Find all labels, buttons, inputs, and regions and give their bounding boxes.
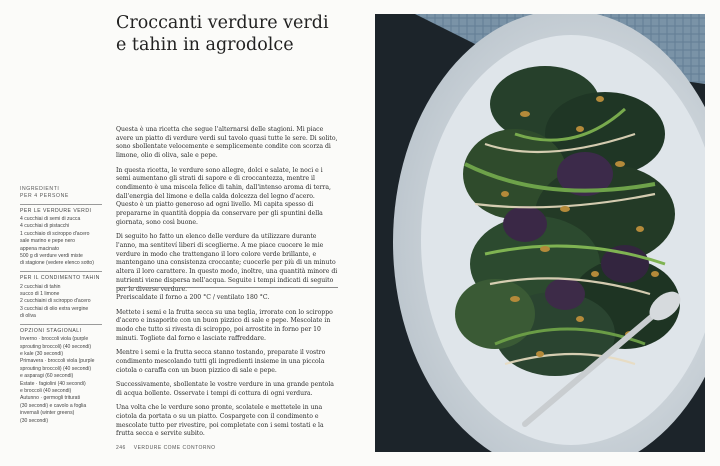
intro-paragraph: In questa ricetta, le verdure sono allegre, dolci e salate, le noci e i semi aumentano gli strati di sapore e di croccantezza, mentre il condimento è una miscela felice di tahin, dall'intenso aroma di terra, dall'energia del limone e della calda dolcezza del legno d'acero. Questo è un piatto generoso ad ogni livello. Mi capita spesso di prepararne in quantità doppia da conservare per gli spuntini della giornata, sono così buone. — [116, 166, 331, 226]
ingredient-section-title: OPZIONI STAGIONALI — [20, 327, 82, 334]
ingredients-heading-line2: PER 4 PERSONE — [20, 192, 69, 199]
recipe-title — [116, 12, 366, 56]
ingredients-sidebar — [20, 186, 102, 425]
section-rule — [20, 324, 102, 325]
ingredient-section-title: PER LE VERDURE VERDI — [20, 207, 92, 214]
intro-paragraph: Di seguito ho fatto un elenco delle verdure da utilizzare durante l'anno, ma sentiteví liberi di sceglierne. A me piace cuocere le mie verdure in modo che trattengano il loro colore verde brillante, e mantengano una consistenza croccante; cuocerle per più di un minuto altera il loro carattere. In questo modo, inoltre, una quantità minore di nutrienti viene dispersa nell'acqua. Seguite i tempi indicati di seguito per le diverse verdure. — [116, 233, 338, 293]
method-step: Una volta che le verdure sono pronte, scolatele e mettetele in una ciotola da portata o su un piatto. Cospargete con il condimento e mescolate tutto per rivestire, poi completate con i semi tostati e la frutta secca e servite subito. — [116, 404, 324, 438]
ingredient-item: (30 secondi) e cavolo a foglia — [20, 402, 87, 409]
ingredient-item: 2 cucchiai di tahin — [20, 283, 61, 290]
ingredient-item: invernali (winter greens) — [20, 410, 75, 417]
ingredient-item: (30 secondi) — [20, 417, 49, 424]
section-name: VERDURE COME CONTORNO — [133, 445, 216, 451]
ingredient-item: di oliva — [20, 313, 36, 320]
page-footer — [116, 445, 222, 451]
ingredient-item: Inverno · broccoli viola (purple — [20, 336, 89, 343]
ingredient-item: 3 cucchiai di olio extra vergine — [20, 305, 89, 312]
ingredient-item: sprouting broccoli) (40 secondi) — [20, 343, 92, 350]
ingredient-item: Autunno · germogli triturati — [20, 395, 81, 402]
section-rule — [20, 271, 102, 272]
ingredient-item: 500 g di verdure verdi miste — [20, 252, 83, 259]
ingredient-item: succo di 1 limone — [20, 290, 60, 297]
dish-photo-illustration — [375, 14, 705, 452]
recipe-title-line2: e tahin in agrodolce — [116, 35, 294, 55]
intro-text — [116, 126, 338, 300]
intro-paragraph: Questa è una ricetta che segue l'alternarsi delle stagioni. Mi piace avere un piatto di verdure verdi sul tavolo quasi tutte le sere. Di solito, sono sbollentate velocemente e semplicemente condite con scorza di limone, olio di oliva, sale e pepe. — [116, 126, 338, 160]
ingredient-item: sprouting broccoli) (40 secondi) — [20, 365, 92, 372]
section-rule — [20, 204, 102, 205]
method-step: Successivamente, sbollentate le vostre verdure in una grande pentola di acqua bollente. Osservate i tempi di cottura di ogni verdura. — [116, 381, 334, 397]
ingredient-item: 1 cucchiaio di sciroppo d'acero — [20, 230, 90, 237]
section-divider — [116, 287, 338, 288]
recipe-title-line1: Croccanti verdure verdi — [116, 13, 329, 33]
ingredient-item: di stagione (vedere elenco sotto) — [20, 260, 94, 267]
ingredients-heading — [20, 186, 102, 200]
ingredient-item: e kale (30 secondi) — [20, 351, 64, 358]
ingredient-section-title: PER IL CONDIMENTO TAHIN — [20, 275, 100, 282]
ingredient-item: sale marino e pepe nero — [20, 238, 75, 245]
ingredient-item: Estate · fagiolini (40 secondi) — [20, 380, 86, 387]
page-number: 246 — [116, 445, 126, 451]
method-step: Mettete i semi e la frutta secca su una teglia, irrorate con lo sciroppo d'acero e insaporite con un buon pizzico di sale e pepe. Mescolate in modo che tutto si rivesta di sciroppo, poi arrostite in forno per 10 minuti. Togliete dal forno e lasciate raffreddare. — [116, 308, 333, 342]
ingredient-item: 4 cucchiai di pistacchi — [20, 223, 70, 230]
ingredients-heading-line1: INGREDIENTI — [20, 186, 60, 192]
method-step: Preriscaldate il forno a 200 °C / ventilato 180 °C. — [116, 294, 270, 301]
ingredient-item: appena macinato — [20, 245, 60, 252]
ingredient-item: 4 cucchiai di semi di zucca — [20, 215, 81, 222]
method-text — [116, 294, 338, 445]
ingredient-item: Primavera · broccoli viola (purple — [20, 358, 95, 365]
ingredient-item: e broccoli (40 secondi) — [20, 388, 72, 394]
ingredient-item: 2 cucchiaini di sciroppo d'acero — [20, 298, 91, 305]
dish-photo — [375, 14, 705, 452]
ingredient-item: e asparagi (60 secondi) — [20, 373, 74, 380]
method-step: Mentre i semi e la frutta secca stanno tostando, preparate il vostro condimento mescolando tutti gli ingredienti insieme in una piccola ciotola o caraffa con un buon pizzico di sale e pepe. — [116, 349, 326, 374]
ingredient-sections — [20, 204, 102, 425]
